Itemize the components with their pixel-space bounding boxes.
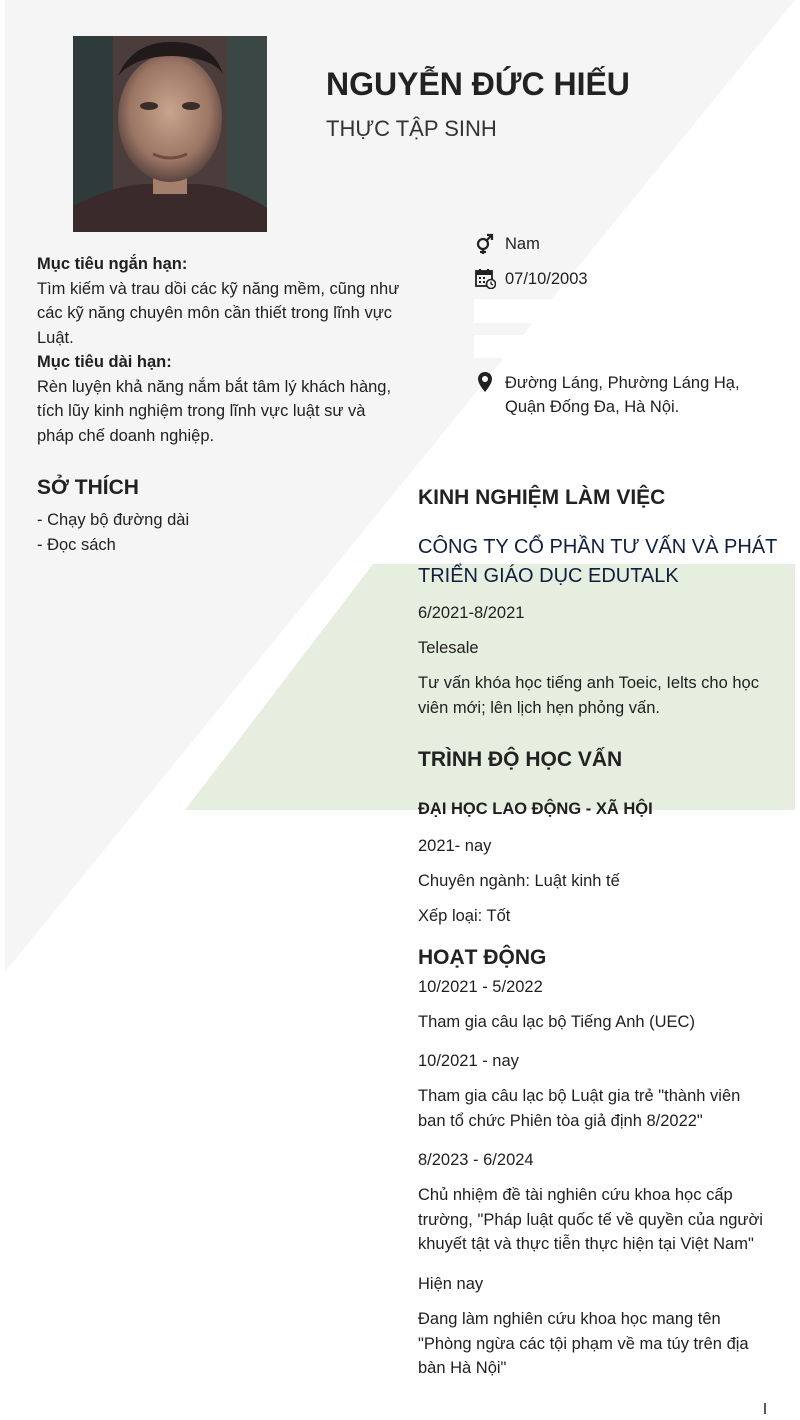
long-term-goal-label: Mục tiêu dài hạn: <box>37 353 172 371</box>
hobby-item: - Đọc sách <box>37 535 116 554</box>
gender-row <box>474 232 774 256</box>
hobbies-heading: SỞ THÍCH <box>37 476 139 499</box>
activity-period: 10/2021 - 5/2022 <box>418 978 543 996</box>
gender-icon <box>474 232 496 254</box>
activity-line: trường, "Pháp luật quốc tế về quyền của người <box>418 1210 763 1229</box>
activity-line: ban tổ chức Phiên tòa giả định 8/2022" <box>418 1111 703 1130</box>
experience-desc-line: viên mới; lên lịch hẹn phỏng vấn. <box>418 698 660 717</box>
education-rank: Xếp loại: Tốt <box>418 907 511 925</box>
hobby-item: - Chạy bộ đường dài <box>37 511 190 529</box>
activity-line: Tham gia câu lạc bộ Luật gia trẻ "thành viên <box>418 1087 741 1105</box>
long-term-goal-line: Rèn luyện khả năng nắm bắt tâm lý khách hàng, <box>37 377 392 396</box>
activity-line: Đang làm nghiên cứu khoa học mang tên <box>418 1310 721 1328</box>
activity-line: Chủ nhiệm đề tài nghiên cứu khoa học cấp <box>418 1186 733 1204</box>
objectives-section <box>37 252 417 448</box>
birthday-row <box>474 267 774 291</box>
activity-description <box>418 1010 778 1035</box>
location-pin-icon <box>474 371 496 393</box>
hidden-row-2 <box>474 335 774 358</box>
hidden-row-1 <box>474 299 774 323</box>
experience-desc-line: Tư vấn khóa học tiếng anh Toeic, Ielts cho học <box>418 674 759 692</box>
short-term-goal-line: các kỹ năng chuyên môn cần thiết trong lĩnh vực <box>37 304 392 322</box>
activity-description <box>418 1084 778 1133</box>
company-name <box>418 533 778 591</box>
calendar-icon <box>474 267 496 289</box>
experience-description <box>418 671 778 720</box>
address-text <box>505 371 740 419</box>
long-term-goal-line: pháp chế doanh nghiệp. <box>37 426 215 445</box>
activity-period: Hiện nay <box>418 1275 484 1293</box>
address-row <box>474 371 774 419</box>
company-name-line-1: CÔNG TY CỔ PHẦN TƯ VẤN VÀ PHÁT <box>418 536 778 558</box>
job-title: THỰC TẬP SINH <box>326 116 497 141</box>
birthday-value: 07/10/2003 <box>505 270 588 288</box>
activity-description <box>418 1183 778 1257</box>
short-term-goal-line: Luật. <box>37 328 74 347</box>
address-line-2: Quận Đống Đa, Hà Nội. <box>505 398 680 416</box>
profile-photo <box>73 36 267 232</box>
short-term-goal-line: Tìm kiếm và trau dồi các kỹ năng mềm, cũng như <box>37 279 400 298</box>
activity-line: khuyết tật và thực tiễn thực hiện tại Việt Nam" <box>418 1235 754 1253</box>
experience-heading: KINH NGHIỆM LÀM VIỆC <box>418 486 666 509</box>
short-term-goal-label: Mục tiêu ngắn hạn: <box>37 255 188 273</box>
activity-period: 10/2021 - nay <box>418 1052 519 1070</box>
education-period: 2021- nay <box>418 837 492 855</box>
experience-role: Telesale <box>418 639 479 657</box>
long-term-goal-line: tích lũy kinh nghiệm trong lĩnh vực luật sư và <box>37 402 366 420</box>
activity-line: "Phòng ngừa các tội phạm về ma túy trên địa <box>418 1334 749 1353</box>
activity-line: Tham gia câu lạc bộ Tiếng Anh (UEC) <box>418 1013 695 1031</box>
education-major: Chuyên ngành: Luật kinh tế <box>418 872 620 890</box>
activity-line: bàn Hà Nội" <box>418 1359 507 1377</box>
experience-period: 6/2021-8/2021 <box>418 604 525 622</box>
activity-description <box>418 1307 778 1381</box>
activities-heading: HOẠT ĐỘNG <box>418 946 547 969</box>
gender-value: Nam <box>505 235 540 253</box>
candidate-name: NGUYỄN ĐỨC HIẾU <box>326 66 630 102</box>
activity-period: 8/2023 - 6/2024 <box>418 1151 534 1169</box>
school-name: ĐẠI HỌC LAO ĐỘNG - XÃ HỘI <box>418 800 653 818</box>
address-line-1: Đường Láng, Phường Láng Hạ, <box>505 374 740 392</box>
company-name-line-2: TRIỂN GIÁO DỤC EDUTALK <box>418 565 679 587</box>
hobbies-list <box>37 508 417 557</box>
education-heading: TRÌNH ĐỘ HỌC VẤN <box>418 748 623 771</box>
